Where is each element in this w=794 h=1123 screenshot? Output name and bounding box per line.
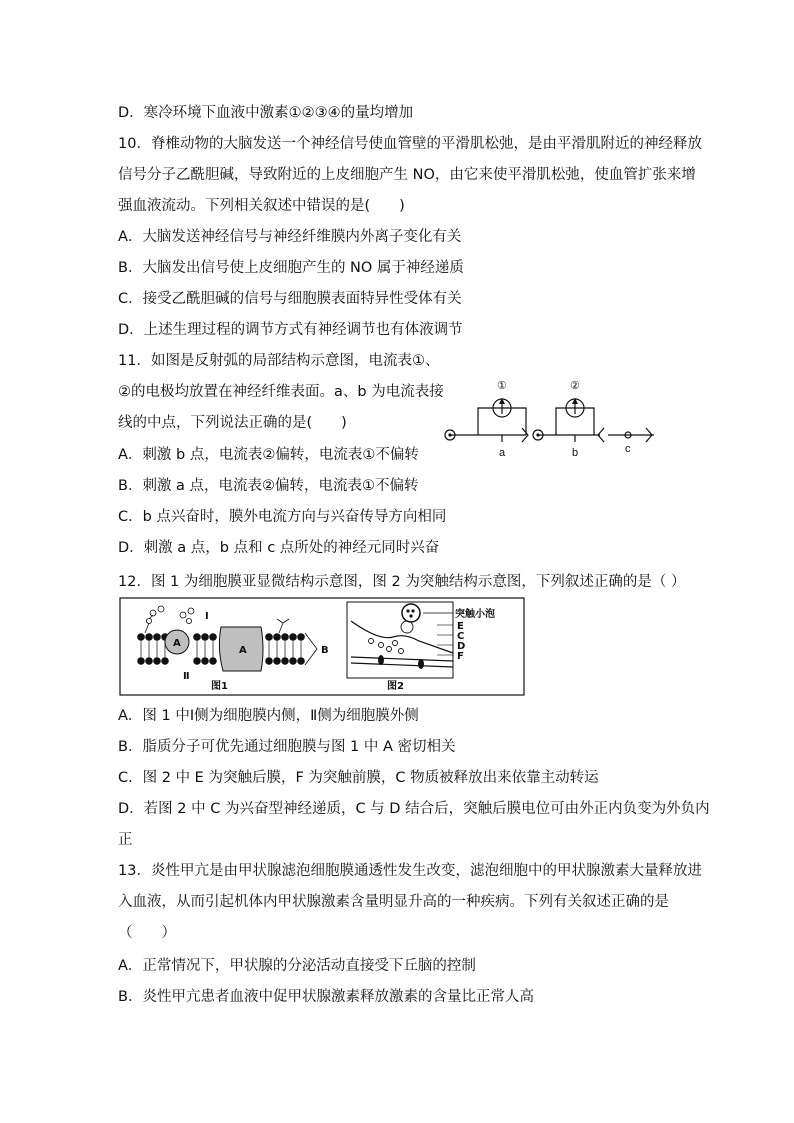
q11-option-b: B．刺激 a 点，电流表②偏转，电流表①不偏转 xyxy=(118,478,419,494)
fig1-side-I: Ⅰ xyxy=(205,611,209,622)
fig1-caption: 图1 xyxy=(211,681,228,692)
fig1-side-II: Ⅱ xyxy=(183,671,190,682)
q10-option-b: B．大脑发出信号使上皮细胞产生的 NO 属于神经递质 xyxy=(118,260,464,276)
point-b-label: b xyxy=(572,447,579,459)
q11-option-a: A．刺激 b 点，电流表②偏转，电流表①不偏转 xyxy=(118,447,419,463)
q12-option-c: C．图 2 中 E 为突触后膜，F 为突触前膜，C 物质被释放出来依靠主动转运 xyxy=(118,770,599,786)
q11-option-c: C．b 点兴奋时，膜外电流方向与兴奋传导方向相同 xyxy=(118,509,447,525)
q10-stem-line3: 强血液流动。下列相关叙述中错误的是( ) xyxy=(118,198,405,214)
fig1-protein-a-large: A xyxy=(239,645,247,656)
fig2-label-f: F xyxy=(457,651,464,662)
meter2-label: ② xyxy=(570,380,580,392)
q13-stem-line2: 入血液，从而引起机体内甲状腺激素含量明显升高的一种疾病。下列有关叙述正确的是 xyxy=(118,894,669,910)
q11-stem-line1: 11．如图是反射弧的局部结构示意图，电流表①、 xyxy=(118,353,440,369)
q10-option-c: C．接受乙酰胆碱的信号与细胞膜表面特异性受体有关 xyxy=(118,291,462,307)
point-a-label: a xyxy=(499,447,506,459)
fig2-vesicle-label: 突触小泡 xyxy=(455,609,495,620)
q10-option-d: D．上述生理过程的调节方式有神经调节也有体液调节 xyxy=(118,322,463,338)
q13-option-b: B．炎性甲亢患者血液中促甲状腺激素释放激素的含量比正常人高 xyxy=(118,989,534,1005)
q13-stem-line1: 13．炎性甲亢是由甲状腺滤泡细胞膜通透性发生改变，滤泡细胞中的甲状腺激素大量释放进 xyxy=(118,863,702,879)
q11-stem-line2: ②的电极均放置在神经纤维表面。a、b 为电流表接 xyxy=(118,384,444,400)
fig2-caption: 图2 xyxy=(387,681,404,692)
q10-stem-line2: 信号分子乙酰胆碱，导致附近的上皮细胞产生 NO，由它来使平滑肌松弛，使血管扩张来增 xyxy=(118,167,696,183)
membrane-synapse-figure xyxy=(119,597,525,697)
q12-option-b: B．脂质分子可优先通过细胞膜与图 1 中 A 密切相关 xyxy=(118,739,456,755)
meter1-label: ① xyxy=(497,380,507,392)
q10-stem-line1: 10．脊椎动物的大脑发送一个神经信号使血管壁的平滑肌松弛，是由平滑肌附近的神经释放 xyxy=(118,136,702,152)
q11-option-d: D．刺激 a 点，b 点和 c 点所处的神经元同时兴奋 xyxy=(118,540,440,556)
q13-option-a: A．正常情况下，甲状腺的分泌活动直接受下丘脑的控制 xyxy=(118,958,476,974)
fig1-protein-a-small: A xyxy=(173,638,181,649)
q13-stem-line3: （ ） xyxy=(118,925,176,941)
q11-stem-line3: 线的中点，下列说法正确的是( ) xyxy=(118,415,347,431)
q10-option-a: A．大脑发送神经信号与神经纤维膜内外离子变化有关 xyxy=(118,229,462,245)
fig2-label-e: E xyxy=(457,621,464,632)
fig2-label-d: D xyxy=(457,641,466,652)
q12-option-d-line2: 正 xyxy=(118,832,133,848)
fig2-label-c: C xyxy=(457,631,465,642)
q12-option-a: A．图 1 中Ⅰ侧为细胞膜内侧，Ⅱ侧为细胞膜外侧 xyxy=(118,708,419,724)
reflex-arc-figure xyxy=(440,372,664,464)
fig1-label-b: B xyxy=(321,645,329,656)
point-c-label: c xyxy=(625,443,631,455)
q9-option-d: D．寒冷环境下血液中激素①②③④的量均增加 xyxy=(118,105,414,121)
q12-stem: 12．图 1 为细胞膜亚显微结构示意图，图 2 为突触结构示意图，下列叙述正确的是（ ） xyxy=(118,574,686,590)
q12-option-d-line1: D．若图 2 中 C 为兴奋型神经递质，C 与 D 结合后，突触后膜电位可由外正内负变为外负内 xyxy=(118,801,710,817)
